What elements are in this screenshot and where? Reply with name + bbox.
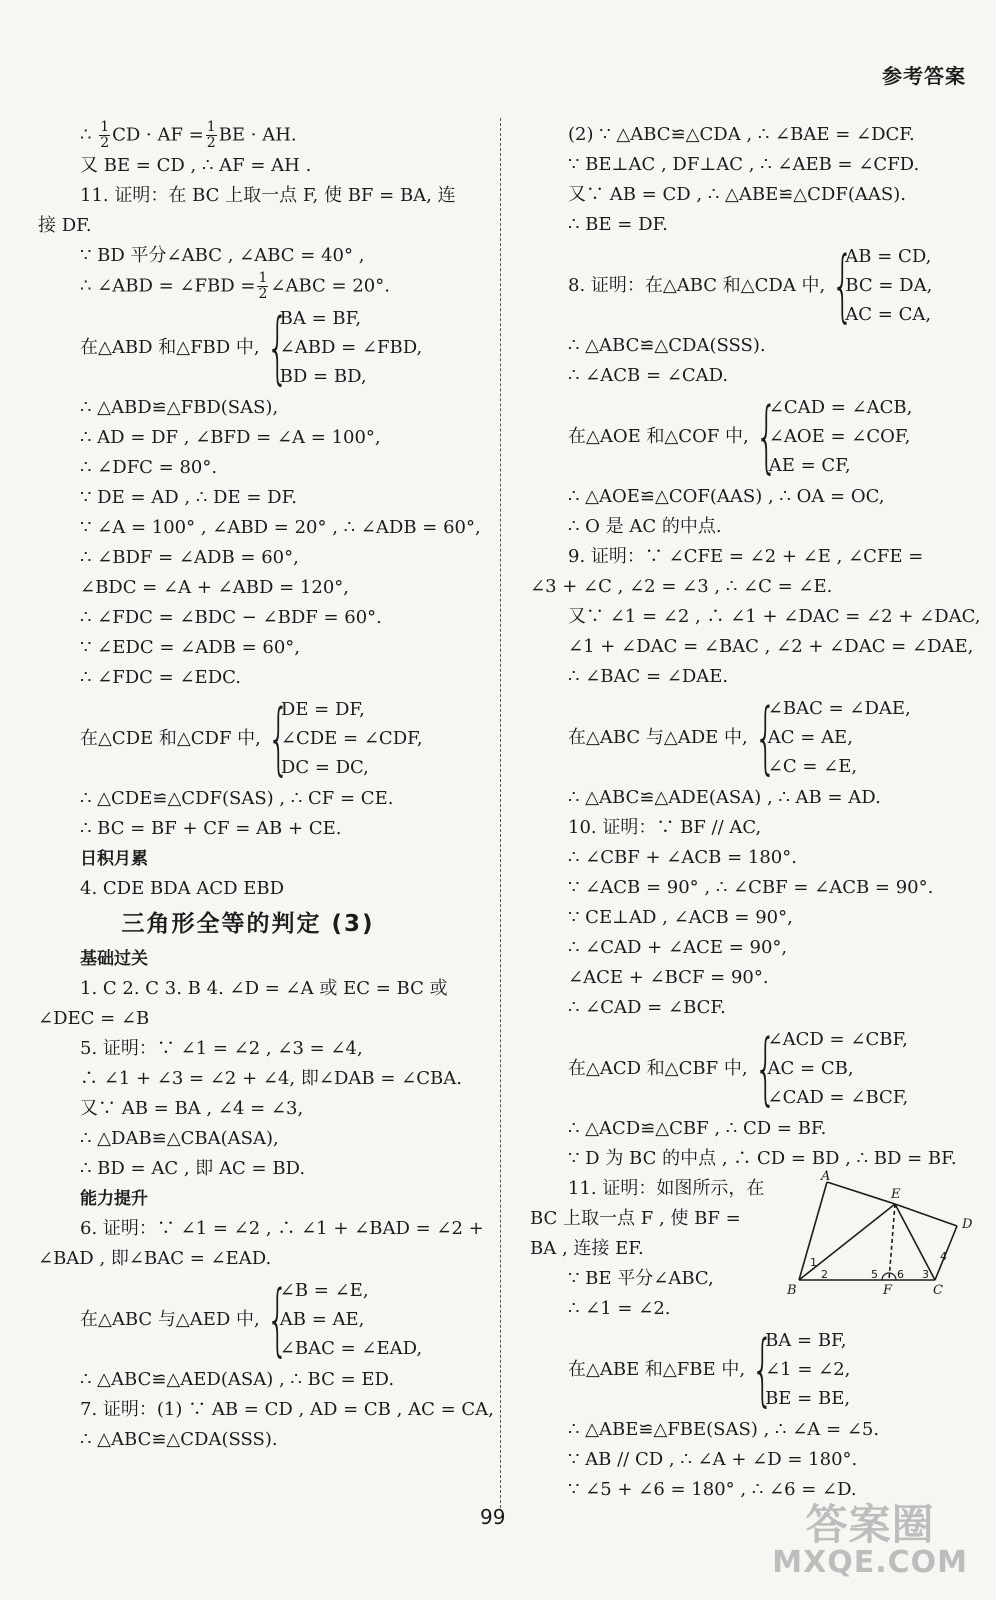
point-label: F bbox=[883, 1283, 893, 1298]
text-line: ∴ BD = AC , 即 AC = BD. bbox=[80, 1158, 306, 1179]
brace-system: 在△ABE 和△FBE 中, { BA = BF, ∠1 = ∠2, BE = BE, bbox=[568, 1324, 851, 1415]
text-line: ∴ ∠BDF = ∠ADB = 60°, bbox=[80, 547, 299, 568]
text-line: ∴ ∠FDC = ∠EDC. bbox=[80, 667, 241, 688]
section-heading: 基础过关 bbox=[80, 949, 148, 969]
brace-system: 在△ABC 与△ADE 中, { ∠BAC = ∠DAE, AC = AE, ∠C = ∠E, bbox=[568, 692, 911, 783]
text-line: ∴ ∠ABD = ∠FBD = $\frac{1}{2}$ ∠ABC = 20°. bbox=[80, 270, 390, 302]
right-column bbox=[530, 120, 995, 1505]
brace-system: 在△ABD 和△FBD 中, { BA = BF, ∠ABD = ∠FBD, BD = BD, bbox=[80, 302, 423, 393]
text-line: ∴ △ABC≌△ADE(ASA) , ∴ AB = AD. bbox=[568, 787, 881, 808]
text-line: ∴ AD = DF , ∠BFD = ∠A = 100°, bbox=[80, 427, 381, 448]
text-line: ∴ ∠CAD = ∠BCF. bbox=[568, 997, 726, 1018]
text-line: ∴ △ACD≌△CBF , ∴ CD = BF. bbox=[568, 1118, 827, 1139]
fraction: $\frac{1}{2}$ bbox=[100, 119, 110, 151]
text-line: ∴ O 是 AC 的中点. bbox=[568, 516, 722, 537]
text-line: ∵ DE = AD , ∴ DE = DF. bbox=[80, 487, 297, 508]
text-line: (2) ∵ △ABC≌△CDA , ∴ ∠BAE = ∠DCF. bbox=[568, 124, 915, 145]
brace-system: 在△ACD 和△CBF 中, { ∠ACD = ∠CBF, AC = CB, ∠CAD = ∠BCF, bbox=[568, 1023, 909, 1114]
text-line: 4. CDE BDA ACD EBD bbox=[80, 878, 285, 899]
section-title: 三角形全等的判定 (3) bbox=[121, 911, 375, 937]
brace-system: 在△ABC 与△AED 中, { ∠B = ∠E, AB = AE, ∠BAC = ∠EAD, bbox=[80, 1274, 423, 1365]
text-line: ∵ CE⊥AD , ∠ACB = 90°, bbox=[568, 907, 793, 928]
page-number: 99 bbox=[480, 1505, 506, 1529]
angle-label: 2 bbox=[821, 1268, 828, 1281]
brace-system: 在△AOE 和△COF 中, { ∠CAD = ∠ACB, ∠AOE = ∠COF, AE = CF, bbox=[568, 391, 913, 482]
text-line: ∴ ∠ACB = ∠CAD. bbox=[568, 365, 729, 386]
text-line: ∴ ∠1 + ∠3 = ∠2 + ∠4, 即∠DAB = ∠CBA. bbox=[80, 1068, 462, 1089]
left-column bbox=[38, 120, 493, 1455]
brace-system: 在△CDE 和△CDF 中, { DE = DF, ∠CDE = ∠CDF, DC = DC, bbox=[80, 693, 423, 784]
section-heading: 日积月累 bbox=[80, 849, 148, 869]
point-label: C bbox=[933, 1283, 943, 1298]
text-line: ∴ BC = BF + CF = AB + CE. bbox=[80, 818, 342, 839]
text-line: ∠1 + ∠DAC = ∠BAC , ∠2 + ∠DAC = ∠DAE, bbox=[568, 636, 974, 657]
text-line: ∴ △AOE≌△COF(AAS) , ∴ OA = OC, bbox=[568, 486, 885, 507]
text-line: ∴ ∠BAC = ∠DAE. bbox=[568, 666, 729, 687]
text-line: ∴ ∠FDC = ∠BDC − ∠BDF = 60°. bbox=[80, 607, 382, 628]
text-line: ∵ ∠5 + ∠6 = 180° , ∴ ∠6 = ∠D. bbox=[568, 1479, 857, 1500]
point-label: B bbox=[787, 1283, 797, 1298]
text-line: ∵ AB // CD , ∴ ∠A + ∠D = 180°. bbox=[568, 1449, 858, 1470]
text-line: ∴ ∠CAD + ∠ACE = 90°, bbox=[568, 937, 788, 958]
text-line: 11. 证明：如图所示，在 bbox=[568, 1178, 765, 1199]
watermark-logo: 答案圈 MXQE.COM bbox=[772, 1500, 968, 1580]
text-line: 9. 证明：∵ ∠CFE = ∠2 + ∠E , ∠CFE = bbox=[568, 546, 924, 567]
point-label: E bbox=[891, 1187, 901, 1202]
section-heading: 能力提升 bbox=[80, 1189, 148, 1209]
text-line: ∵ BE⊥AC , DF⊥AC , ∴ ∠AEB = ∠CFD. bbox=[568, 154, 920, 175]
header-title: 参考答案 bbox=[882, 64, 966, 88]
angle-label: 5 bbox=[871, 1268, 878, 1281]
text-line: ∴ △DAB≌△CBA(ASA), bbox=[80, 1128, 279, 1149]
angle-label: 4 bbox=[940, 1250, 947, 1263]
text-line: 接 DF. bbox=[38, 215, 92, 236]
angle-label: 6 bbox=[897, 1268, 904, 1281]
text-line: ∴ ∠1 = ∠2. bbox=[568, 1298, 671, 1319]
text-line: ∴ ∠CBF + ∠ACB = 180°. bbox=[568, 847, 797, 868]
text-line: 又∵ AB = BA , ∠4 = ∠3, bbox=[80, 1098, 304, 1119]
text-line: ∠ACE + ∠BCF = 90°. bbox=[568, 967, 769, 988]
text-line: ∵ ∠A = 100° , ∠ABD = 20° , ∴ ∠ADB = 60°, bbox=[80, 517, 481, 538]
text-line: ∴ △ABC≌△CDA(SSS). bbox=[80, 1429, 278, 1450]
text-line: 7. 证明：(1) ∵ AB = CD , AD = CB , AC = CA, bbox=[80, 1399, 494, 1420]
text-line: ∠BAD , 即∠BAC = ∠EAD. bbox=[38, 1248, 272, 1269]
column-divider bbox=[500, 118, 501, 1508]
text-line: ∴ △ABC≌△AED(ASA) , ∴ BC = ED. bbox=[80, 1369, 395, 1390]
text-line: ∠BDC = ∠A + ∠ABD = 120°, bbox=[80, 577, 349, 598]
fraction: $\frac{1}{2}$ bbox=[258, 270, 268, 302]
text-line: ∴ △ABD≌△FBD(SAS), bbox=[80, 397, 279, 418]
figure-block bbox=[530, 1170, 995, 1324]
text-line: ∠DEC = ∠B bbox=[38, 1008, 150, 1029]
text-line: 11. 证明：在 BC 上取一点 F, 使 BF = BA, 连 bbox=[80, 185, 456, 206]
angle-label: 3 bbox=[922, 1268, 929, 1281]
text-line: 6. 证明：∵ ∠1 = ∠2 , ∴ ∠1 + ∠BAD = ∠2 + bbox=[80, 1218, 484, 1239]
text-line: ∵ BE 平分∠ABC, bbox=[568, 1268, 714, 1289]
segment-ae bbox=[827, 1182, 895, 1204]
text-line: BC 上取一点 F , 使 BF = bbox=[530, 1208, 741, 1229]
text-line: ∴ △ABC≌△CDA(SSS). bbox=[568, 335, 766, 356]
text-line: ∵ D 为 BC 的中点 , ∴ CD = BD , ∴ BD = BF. bbox=[568, 1148, 957, 1169]
geometry-figure bbox=[785, 1170, 995, 1310]
text-line: 5. 证明：∵ ∠1 = ∠2 , ∠3 = ∠4, bbox=[80, 1038, 363, 1059]
text-line: 10. 证明：∵ BF // AC, bbox=[568, 817, 762, 838]
brace-system: 8. 证明：在△ABC 和△CDA 中, { AB = CD, BC = DA, AC = CA, bbox=[568, 240, 933, 331]
text-line: BA , 连接 EF. bbox=[530, 1238, 644, 1259]
text-line: ∵ BD 平分∠ABC , ∠ABC = 40° , bbox=[80, 245, 365, 266]
text-line: ∠3 + ∠C , ∠2 = ∠3 , ∴ ∠C = ∠E. bbox=[530, 576, 833, 597]
text-line: ∴ $\frac{1}{2}$ CD · AF = $\frac{1}{2}$ BE · AH. bbox=[80, 119, 297, 151]
segment-ef bbox=[889, 1204, 895, 1280]
text-line: ∴ △CDE≌△CDF(SAS) , ∴ CF = CE. bbox=[80, 788, 394, 809]
text-line: 1. C 2. C 3. B 4. ∠D = ∠A 或 EC = BC 或 bbox=[80, 978, 448, 999]
point-label: A bbox=[821, 1170, 831, 1184]
point-label: D bbox=[962, 1217, 973, 1232]
text-line: ∴ △ABE≌△FBE(SAS) , ∴ ∠A = ∠5. bbox=[568, 1419, 880, 1440]
text-line: ∵ ∠ACB = 90° , ∴ ∠CBF = ∠ACB = 90°. bbox=[568, 877, 934, 898]
text-line: 又∵ ∠1 = ∠2 , ∴ ∠1 + ∠DAC = ∠2 + ∠DAC, bbox=[568, 606, 981, 627]
text-line: ∴ ∠DFC = 80°. bbox=[80, 457, 218, 478]
fraction: $\frac{1}{2}$ bbox=[206, 119, 216, 151]
text-line: ∴ BE = DF. bbox=[568, 214, 668, 235]
angle-label: 1 bbox=[810, 1256, 817, 1269]
text-line: 又 BE = CD , ∴ AF = AH . bbox=[80, 155, 312, 176]
text-line: ∵ ∠EDC = ∠ADB = 60°, bbox=[80, 637, 301, 658]
text-line: 又∵ AB = CD , ∴ △ABE≌△CDF(AAS). bbox=[568, 184, 906, 205]
